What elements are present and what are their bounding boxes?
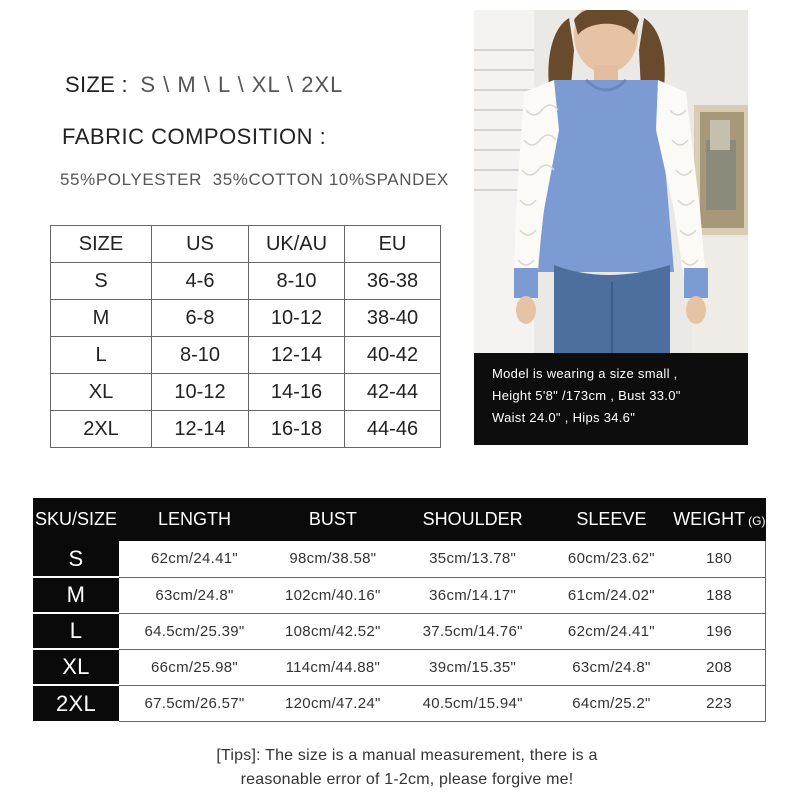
- weight-label: WEIGHT: [673, 509, 746, 529]
- size-values: S \ M \ L \ XL \ 2XL: [140, 72, 344, 97]
- measurement-cell: 40.5cm/15.94": [396, 685, 550, 721]
- measurement-size-cell: M: [33, 577, 119, 613]
- size-line: [65, 72, 343, 98]
- size-table-cell: 12-14: [152, 411, 249, 448]
- measurement-cell: 63cm/24.8": [119, 577, 270, 613]
- measurement-cell: 114cm/44.88": [270, 649, 396, 685]
- tips-line: [Tips]: The size is a manual measurement, there is a: [216, 747, 598, 764]
- measurement-cell: 120cm/47.24": [270, 685, 396, 721]
- size-table-cell: S: [51, 263, 152, 300]
- size-table-cell: 16-18: [249, 411, 345, 448]
- size-table-row: [51, 411, 441, 448]
- size-table-cell: 10-12: [249, 300, 345, 337]
- size-table-header: US: [152, 226, 249, 263]
- measurement-cell: 62cm/24.41": [550, 613, 673, 649]
- measurement-cell: 223: [673, 685, 765, 721]
- tips-note: [0, 744, 800, 792]
- measurement-cell: 66cm/25.98": [119, 649, 270, 685]
- size-table-row: [51, 263, 441, 300]
- model-photo: [474, 10, 748, 353]
- measurement-cell: 35cm/13.78": [396, 541, 550, 577]
- size-table-cell: 4-6: [152, 263, 249, 300]
- measurement-header: SHOULDER: [396, 498, 550, 541]
- size-table-cell: 44-46: [345, 411, 441, 448]
- size-label: SIZE :: [65, 72, 128, 97]
- size-table-cell: 8-10: [152, 337, 249, 374]
- size-table-cell: 8-10: [249, 263, 345, 300]
- size-table-header: UK/AU: [249, 226, 345, 263]
- size-table-row: [51, 374, 441, 411]
- size-table-cell: 12-14: [249, 337, 345, 374]
- model-caption-line: Model is wearing a size small ,: [492, 366, 678, 381]
- measurement-header-weight: [673, 498, 765, 541]
- size-table-cell: L: [51, 337, 152, 374]
- measurement-row: [33, 649, 766, 685]
- size-table-row: [51, 337, 441, 374]
- measurement-cell: 180: [673, 541, 765, 577]
- measurement-cell: 60cm/23.62": [550, 541, 673, 577]
- size-table-cell: 2XL: [51, 411, 152, 448]
- measurement-size-cell: L: [33, 613, 119, 649]
- fabric-composition-title: FABRIC COMPOSITION :: [62, 124, 327, 149]
- weight-unit: (G): [748, 514, 766, 528]
- size-table-header: EU: [345, 226, 441, 263]
- size-table-cell: 10-12: [152, 374, 249, 411]
- size-table-cell: XL: [51, 374, 152, 411]
- measurement-cell: 61cm/24.02": [550, 577, 673, 613]
- measurement-row: [33, 541, 766, 577]
- model-caption-line: Height 5'8" /173cm , Bust 33.0": [492, 388, 681, 403]
- size-table-cell: M: [51, 300, 152, 337]
- measurement-row: [33, 613, 766, 649]
- size-table-cell: 38-40: [345, 300, 441, 337]
- measurement-cell: 36cm/14.17": [396, 577, 550, 613]
- measurement-cell: 188: [673, 577, 765, 613]
- measurement-table: [33, 498, 766, 722]
- measurement-row: [33, 685, 766, 721]
- fabric-composition-value: 55%POLYESTER 35%COTTON 10%SPANDEX: [60, 170, 449, 189]
- size-table-cell: 36-38: [345, 263, 441, 300]
- measurement-cell: 64cm/25.2": [550, 685, 673, 721]
- measurement-row: [33, 577, 766, 613]
- measurement-cell: 37.5cm/14.76": [396, 613, 550, 649]
- measurement-cell: 67.5cm/26.57": [119, 685, 270, 721]
- size-table-header: SIZE: [51, 226, 152, 263]
- measurement-cell: 64.5cm/25.39": [119, 613, 270, 649]
- measurement-cell: 208: [673, 649, 765, 685]
- measurement-header: SLEEVE: [550, 498, 673, 541]
- size-table-cell: 42-44: [345, 374, 441, 411]
- model-caption-line: Waist 24.0" , Hips 34.6": [492, 410, 636, 425]
- measurement-cell: 196: [673, 613, 765, 649]
- tips-line: reasonable error of 1-2cm, please forgive me!: [240, 771, 574, 788]
- measurement-header-row: [33, 498, 766, 541]
- size-table-cell: 40-42: [345, 337, 441, 374]
- measurement-size-cell: S: [33, 541, 119, 577]
- size-table-row: [51, 300, 441, 337]
- measurement-cell: 39cm/15.35": [396, 649, 550, 685]
- measurement-cell: 62cm/24.41": [119, 541, 270, 577]
- measurement-cell: 108cm/42.52": [270, 613, 396, 649]
- model-caption: [474, 353, 748, 445]
- size-table-cell: 6-8: [152, 300, 249, 337]
- measurement-cell: 63cm/24.8": [550, 649, 673, 685]
- measurement-header: BUST: [270, 498, 396, 541]
- size-conversion-table: [50, 225, 441, 448]
- measurement-cell: 102cm/40.16": [270, 577, 396, 613]
- measurement-cell: 98cm/38.58": [270, 541, 396, 577]
- measurement-size-cell: 2XL: [33, 685, 119, 721]
- measurement-header: LENGTH: [119, 498, 270, 541]
- measurement-size-cell: XL: [33, 649, 119, 685]
- measurement-header: SKU/SIZE: [33, 498, 119, 541]
- size-table-cell: 14-16: [249, 374, 345, 411]
- size-table-header-row: [51, 226, 441, 263]
